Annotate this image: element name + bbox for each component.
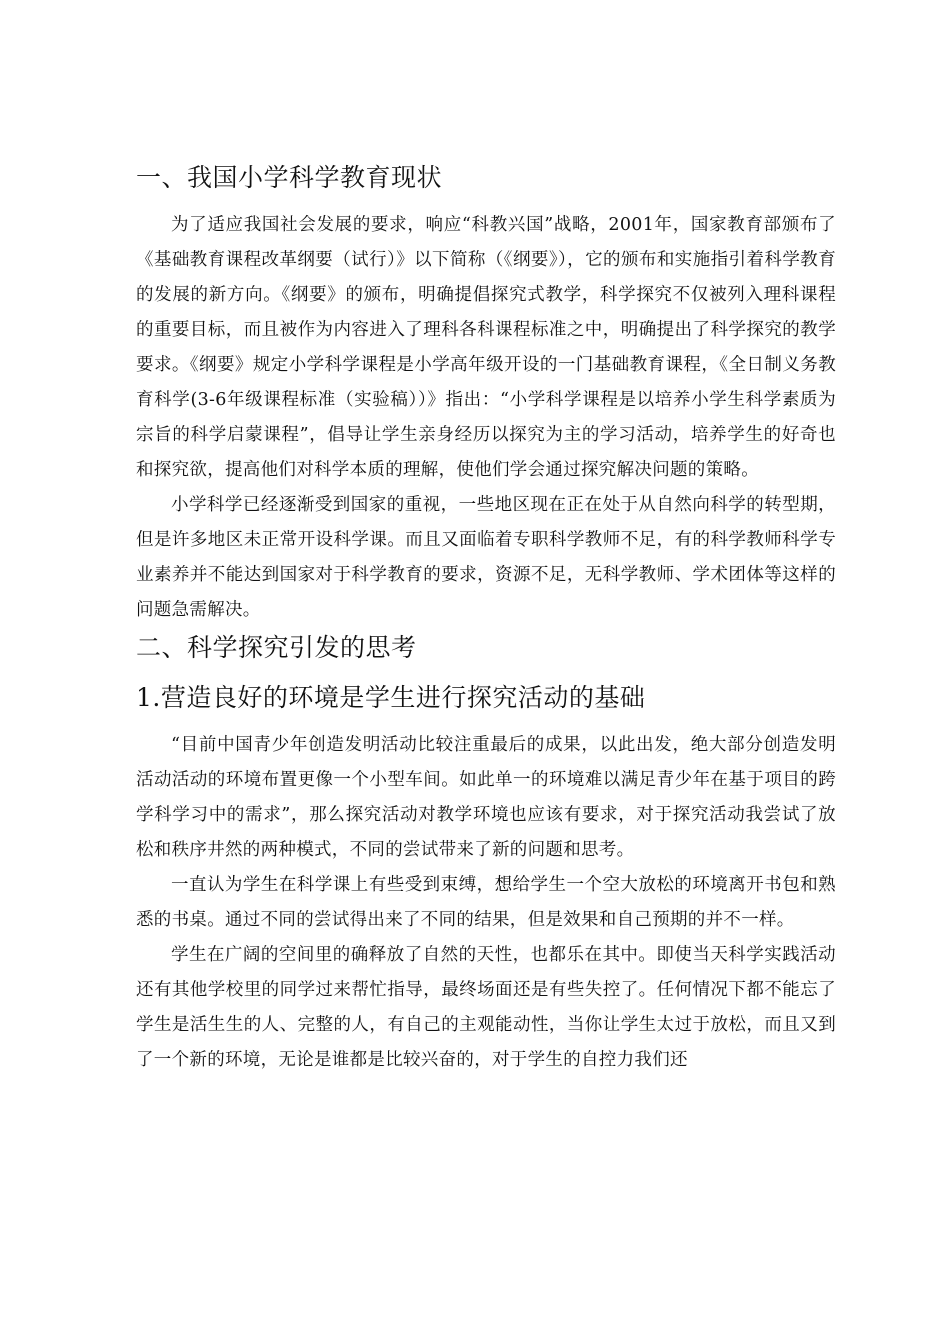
paragraph-2: 小学科学已经逐渐受到国家的重视，一些地区现在正在处于从自然向科学的转型期，但是许多地区未正常开设科学课。而且又面临着专职科学教师不足，有的科学教师科学专业素养并不能达到国家对于科学教育的要求，资源不足，无科学教师、学术团体等这样的问题急需解决。: [136, 495, 836, 620]
paragraph-1: 为了适应我国社会发展的要求，响应“科教兴国”战略，2001年，国家教育部颁布了《基础教育课程改革纲要（试行）》以下简称（《纲要》），它的颁布和实施指引着科学教育的发展的新方向。《纲要》的颁布，明确提倡探究式教学，科学探究不仅被列入理科课程的重要目标，而且被作为内容进入了理科各科课程标准之中，明确提出了科学探究的教学要求。《纲要》规定小学科学课程是小学高年级开设的一门基础教育课程，《全日制义务教育科学(3-6年级课程标准（实验稿））》指出：“小学科学课程是以培养小学生科学素质为宗旨的科学启蒙课程”，倡导让学生亲身经历以探究为主的学习活动，培养学生的好奇也和探究欲，提高他们对科学本质的理解，使他们学会通过探究解决问题的策略。: [136, 215, 836, 480]
paragraph-4: 一直认为学生在科学课上有些受到束缚，想给学生一个空大放松的环境离开书包和熟悉的书桌。通过不同的尝试得出来了不同的结果，但是效果和自己预期的并不一样。: [136, 875, 836, 930]
subsection-heading-1: 1.营造良好的环境是学生进行探究活动的基础: [136, 683, 646, 712]
paragraph-3: “目前中国青少年创造发明活动比较注重最后的成果，以此出发，绝大部分创造发明活动活动的环境布置更像一个小型车间。如此单一的环境难以满足青少年在基于项目的跨学科学习中的需求”，那么探究活动对教学环境也应该有要求，对于探究活动我尝试了放松和秩序井然的两种模式，不同的尝试带来了新的问题和思考。: [136, 735, 836, 860]
section-heading-1: 一、我国小学科学教育现状: [136, 163, 443, 192]
paragraph-5: 学生在广阔的空间里的确释放了自然的天性，也都乐在其中。即使当天科学实践活动还有其他学校里的同学过来帮忙指导，最终场面还是有些失控了。任何情况下都不能忘了学生是活生生的人、完整的人，有自己的主观能动性，当你让学生太过于放松，而且又到了一个新的环境，无论是谁都是比较兴奋的，对于学生的自控力我们还: [136, 945, 836, 1070]
document-body: [136, 158, 836, 1078]
section-heading-2: 二、科学探究引发的思考: [136, 633, 417, 662]
